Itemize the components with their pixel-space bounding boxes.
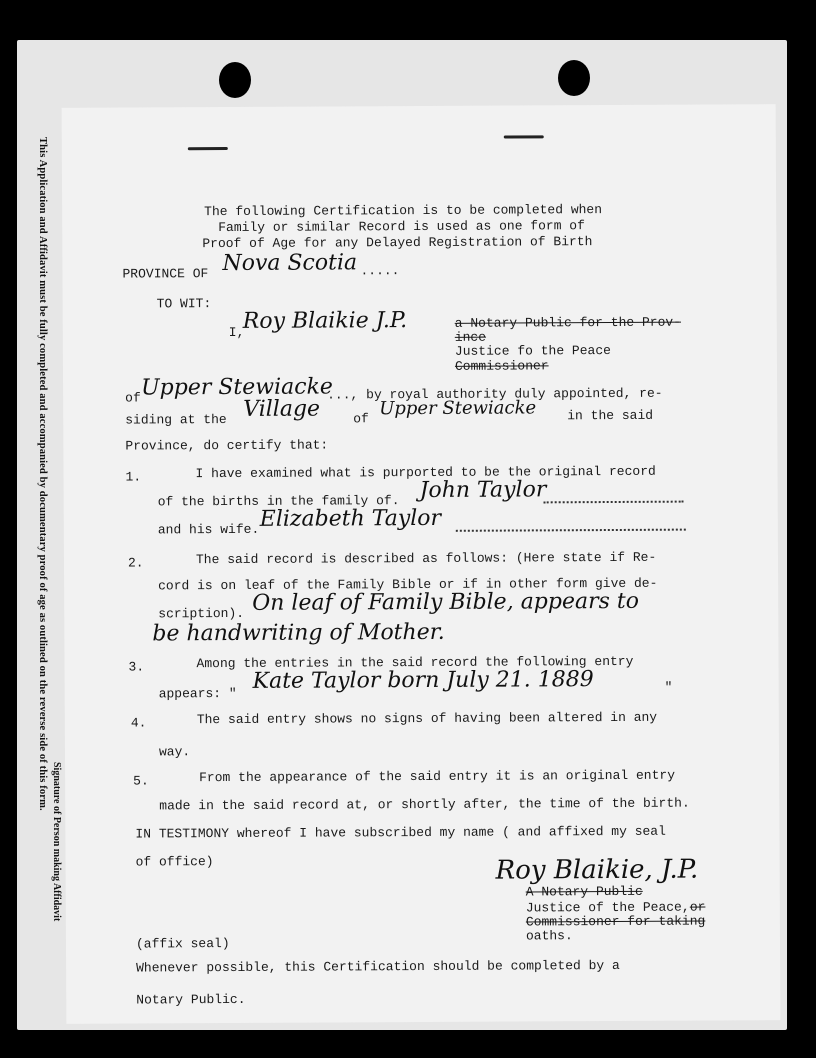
certificate-page [62,104,781,1024]
locality-place: Upper Stewiacke [141,374,333,401]
to-wit: TO WIT: [156,296,212,312]
province-value: Nova Scotia [222,250,358,277]
item-1-number: 1. [125,469,142,485]
side-instruction: This Application and Affidavit must be fully completed and accompanied by documentary proof of age as outlined on the reverse side of this form. [37,137,48,811]
locality-type: Village [243,396,321,422]
item-3-text: Among the entries in the said record the following entry [196,653,634,672]
entry-text: Kate Taylor born July 21. 1889 [252,667,594,694]
testimony-line-2: of office) [135,854,214,870]
title-commissioner: Commissioner [454,358,549,374]
sig-oaths: oaths. [525,928,573,944]
record-description-1: On leaf of Family Bible, appears to [252,588,640,616]
sig-or: or [689,899,706,915]
province-dots: ..... [360,263,400,279]
item-4-text: The said entry shows no signs of having been altered in any [196,709,658,728]
father-name: John Taylor [419,477,547,504]
father-dots [544,501,684,504]
testimony-line-1: IN TESTIMONY whereof I have subscribed my name ( and affixed my seal [135,823,666,842]
seal-note: (affix seal) [135,936,230,952]
province-label: PROVINCE OF [122,266,209,282]
staple-right [504,135,544,138]
record-line-3: scription). [158,605,245,622]
footer-line-2: Notary Public. [136,991,246,1008]
locality-of-2: of [353,411,369,427]
item-2-text: The said record is described as follows: (Here state if Re- [195,549,657,568]
heading-line-1: The following Certification is to be completed when [204,202,603,220]
mother-dots [456,529,686,532]
heading-line-3: Proof of Age for any Delayed Registration of Birth [202,234,593,252]
sig-commissioner: Commissioner for taking [525,913,706,930]
residing-label: siding at the [125,412,227,428]
staple-left [188,147,228,150]
item-5-number: 5. [133,773,149,789]
signature: Roy Blaikie, J.P. [495,854,699,886]
item-3-number: 3. [128,659,145,675]
sig-notary: A Notary Public [525,883,643,900]
heading-line-2: Family or similar Record is used as one form of [218,218,585,236]
item-2-number: 2. [127,555,144,571]
births-label: of the births in the family of. [157,493,400,510]
locality-appointed: ..., by royal authority duly appointed, re- [327,385,663,403]
official-prefix: I, [228,324,245,341]
locality-of: of [125,390,141,406]
way-text: way. [158,744,191,760]
province-certify: Province, do certify that: [125,437,329,454]
item-1-text: I have examined what is purported to be the original record [195,463,656,482]
title-justice: Justice fo the Peace [454,343,611,359]
title-notary: a Notary Public for the Prov- [454,314,682,331]
side-signature-label: Signature of Person making Affidavit [51,762,62,922]
record-line-2: cord is on leaf of the Family Bible or if in other form give de- [158,575,658,594]
footer-line-1: Whenever possible, this Certification should be completed by a [136,957,620,976]
item-5-line-2: made in the said record at, or shortly after, the time of the birth. [159,795,690,814]
record-description-2: be handwriting of Mother. [152,619,445,647]
in-said: in the said [567,407,654,424]
item-4-number: 4. [130,715,147,731]
mother-name: Elizabeth Taylor [259,505,442,532]
punch-hole-left [219,62,251,98]
entry-close-quote: " [664,679,673,695]
title-notary-cont: ince [454,329,487,345]
wife-label: and his wife. [157,521,260,538]
punch-hole-right [558,60,590,96]
appears-label: appears: " [158,685,237,702]
locality-place-2: Upper Stewiacke [379,397,537,420]
item-5-text: From the appearance of the said entry it is an original entry [199,767,676,786]
sig-justice: Justice of the Peace, [525,899,690,916]
official-name: Roy Blaikie J.P. [242,308,408,334]
